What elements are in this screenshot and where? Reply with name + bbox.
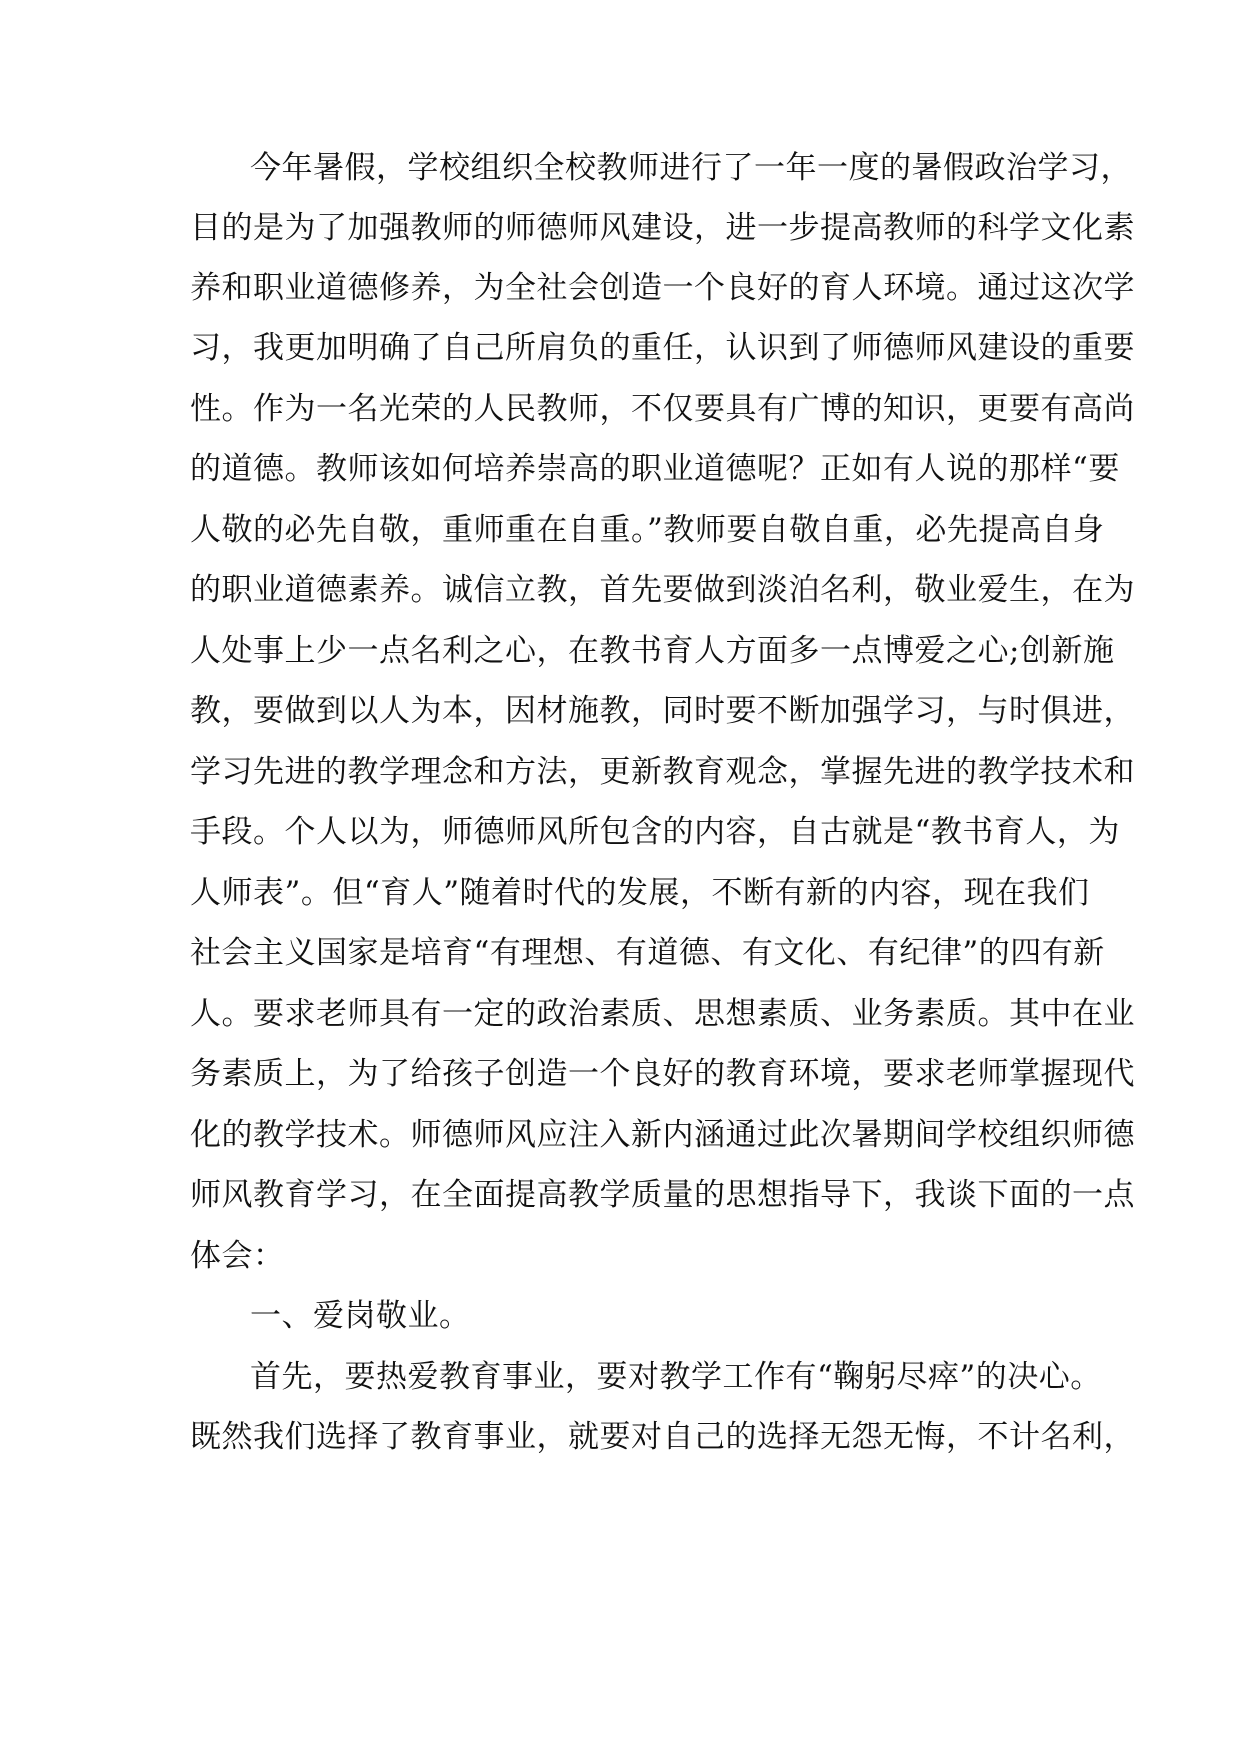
text-line: 化的教学技术。师德师风应注入新内涵通过此次暑期间学校组织师德 <box>190 1117 1135 1153</box>
text-line: 人敬的必先自敬，重师重在自重。”教师要自敬自重，必先提高自身 <box>190 512 1105 548</box>
text-line: 人处事上少一点名利之心，在教书育人方面多一点博爱之心;创新施 <box>190 633 1115 669</box>
text-line: 既然我们选择了教育事业，就要对自己的选择无怨无悔，不计名利， <box>190 1419 1135 1455</box>
text-line: 教，要做到以人为本，因材施教，同时要不断加强学习，与时俱进， <box>190 693 1135 729</box>
text-line: 师风教育学习，在全面提高教学质量的思想指导下，我谈下面的一点 <box>190 1177 1135 1213</box>
text-line: 首先，要热爱教育事业，要对教学工作有“鞠躬尽瘁”的决心。 <box>250 1359 1102 1395</box>
text-line: 体会： <box>190 1238 285 1274</box>
text-line: 学习先进的教学理念和方法，更新教育观念，掌握先进的教学技术和 <box>190 754 1135 790</box>
text-line: 社会主义国家是培育“有理想、有道德、有文化、有纪律”的四有新 <box>190 935 1105 971</box>
text-line: 的职业道德素养。诚信立教，首先要做到淡泊名利，敬业爱生，在为 <box>190 572 1135 608</box>
text-line: 今年暑假，学校组织全校教师进行了一年一度的暑假政治学习， <box>250 150 1132 186</box>
text-line: 人。要求老师具有一定的政治素质、思想素质、业务素质。其中在业 <box>190 996 1135 1032</box>
text-line: 务素质上，为了给孩子创造一个良好的教育环境，要求老师掌握现代 <box>190 1056 1135 1092</box>
section-heading: 一、爱岗敬业。 <box>250 1298 471 1334</box>
text-line: 养和职业道德修养，为全社会创造一个良好的育人环境。通过这次学 <box>190 270 1135 306</box>
text-line: 习，我更加明确了自己所肩负的重任，认识到了师德师风建设的重要 <box>190 330 1135 366</box>
text-line: 的道德。教师该如何培养崇高的职业道德呢？正如有人说的那样“要 <box>190 451 1120 487</box>
text-line: 人师表”。但“育人”随着时代的发展，不断有新的内容，现在我们 <box>190 875 1090 911</box>
text-line: 手段。个人以为，师德师风所包含的内容，自古就是“教书育人，为 <box>190 814 1120 850</box>
text-line: 性。作为一名光荣的人民教师，不仅要具有广博的知识，更要有高尚 <box>190 391 1135 427</box>
text-line: 目的是为了加强教师的师德师风建设，进一步提高教师的科学文化素 <box>190 210 1135 246</box>
